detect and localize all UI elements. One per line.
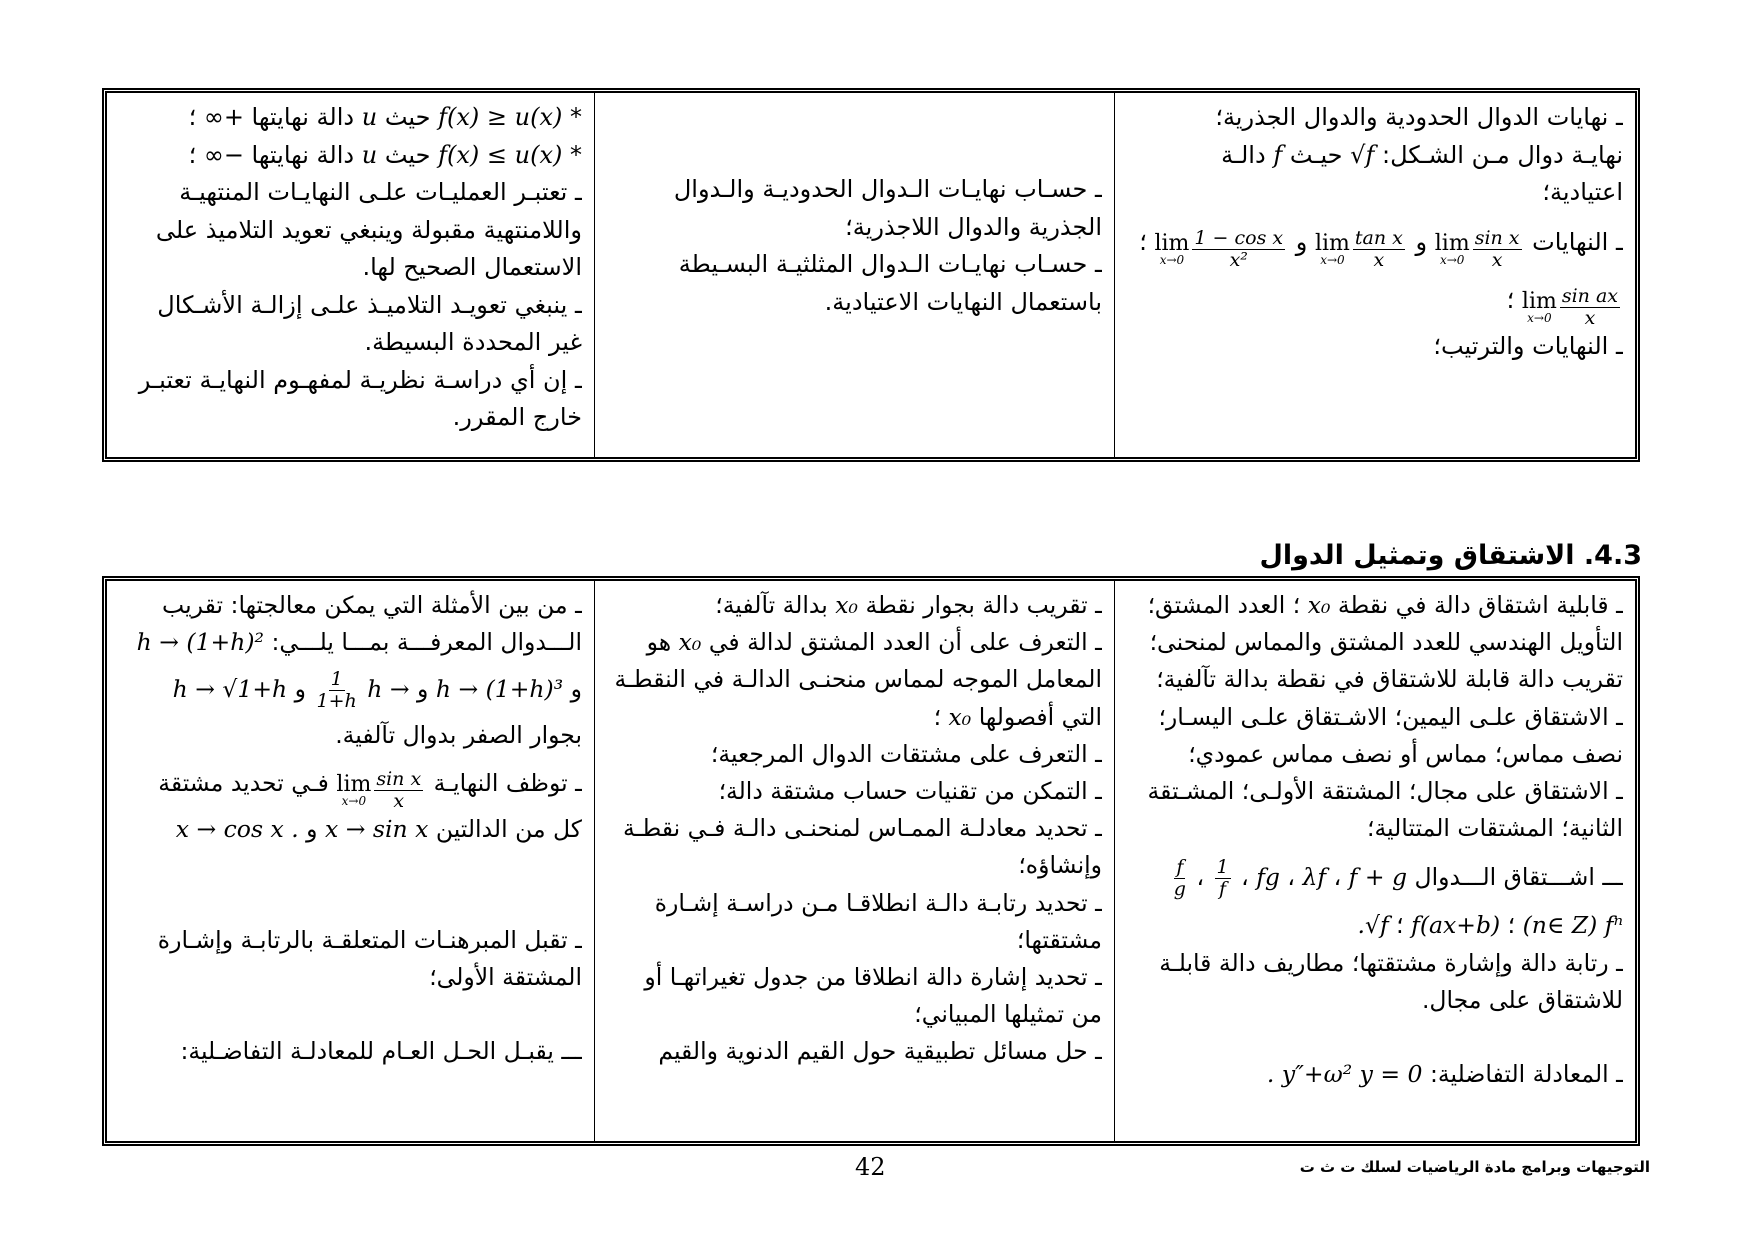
text-line: غير المحددة البسيطة. <box>364 328 582 356</box>
text-fragment: دالـة <box>1221 140 1266 169</box>
text-line: ـ التمكن من تقنيات حساب مشتقة دالة؛ <box>718 777 1102 806</box>
text-line <box>1125 212 1623 272</box>
math-map: h → (1+h)² <box>136 628 264 657</box>
math-sqrt: .√f <box>1357 911 1389 940</box>
text-fragment: و <box>1295 227 1308 256</box>
text-line: ـ قابلية اشتقاق دالة في نقطة x₀ ؛ العدد المشتق؛ <box>1147 591 1623 619</box>
text-line: التأويل الهندسي للعدد المشتق والمماس لمنحنى؛ <box>1149 628 1623 657</box>
text-line: بجوار الصفر بدوال تآلفية. <box>335 721 582 750</box>
text-line: مشتقتها؛ <box>1016 925 1102 954</box>
text-line: ـ حسـاب نهايـات الـدوال المثلثيـة البسـيطة <box>678 250 1102 278</box>
text-line: ـ التعرف على مشتقات الدوال المرجعية؛ <box>710 739 1102 768</box>
math-inverse: $\frac{1}{f}$ <box>1216 856 1229 901</box>
math-map: x → sin x <box>325 814 429 843</box>
text-line: ـ رتابة دالة وإشارة مشتقتها؛ مطاريف دالة قابلـة <box>1159 948 1623 977</box>
text-line: الجذرية والدوال اللاجذرية؛ <box>845 212 1102 241</box>
limit-expression: lim x→0 $\frac{\text{tan x}}{x}$ <box>1314 227 1403 271</box>
text-line: اعتيادية؛ <box>1542 178 1623 206</box>
table1-skills-column <box>595 93 1115 457</box>
text-line: ـــ اشـــتقاق الـــدوال f + g ، λf ، fg ، $\frac{1}{f}$ ، $\frac{f}{g}$ <box>1173 856 1623 901</box>
text-line: ـ الاشتقاق علـى اليمين؛ الاشـتقاق علـى اليسـار؛ <box>1158 702 1623 731</box>
text-line: نصف مماس؛ مماس أو نصف مماس عمودي؛ <box>1188 739 1623 768</box>
text-line: ـ حل مسائل تطبيقية حول القيم الدنوية والقيم <box>658 1037 1102 1066</box>
limit-expression: lim x→0 $\frac{\text{sin ax}}{x}$ <box>1521 285 1618 328</box>
text-line: من تمثيلها المبياني؛ <box>914 1000 1102 1029</box>
text-line: للاشتقاق على مجال. <box>1421 985 1623 1014</box>
text-line: الثانية؛ المشتقات المتتالية؛ <box>1366 814 1623 843</box>
text-line: المعامل الموجه لمماس منحنـى الدالـة في النقطـة <box>614 665 1102 694</box>
table1-content-column <box>1115 93 1635 457</box>
page-number: 42 <box>855 1153 886 1181</box>
math-sum: f + g <box>1348 863 1408 892</box>
math-quotient: $\frac{f}{g}$ <box>1173 856 1186 901</box>
text-line: ـ تحديد رتابـة دالـة انطلاقـا مـن دراسـة إشـارة <box>654 888 1102 917</box>
text-fragment: حيـث <box>1289 140 1343 169</box>
math-composite: f(ax+b) <box>1411 911 1501 940</box>
text-line: التي أفصولها x₀ ؛ <box>933 702 1102 731</box>
math-fraction: $\frac{1}{1+h}$ <box>316 668 357 713</box>
text-line: ـ التعرف على أن العدد المشتق لدالة في x₀ هو <box>646 628 1102 657</box>
math-map: h → (1+h)³ <box>435 675 564 704</box>
text-line: ـ المعادلة التفاضلية: . y″+ω² y = 0 <box>1266 1060 1623 1089</box>
text-fragment: و <box>1415 227 1428 256</box>
math-f: f <box>1273 140 1283 169</box>
footer-text: التوجيهات وبرامج مادة الرياضيات لسلك ت ث ت <box>1299 1158 1650 1176</box>
math-inequality: f(x) ≤ u(x) <box>438 140 563 169</box>
text-fragment: ـ النهايات <box>1532 227 1623 256</box>
text-fragment: ؛ <box>1506 285 1515 314</box>
limit-expression: lim x→0 $\frac{\text{1 − cos x}}{\text{x²}}$ <box>1154 227 1284 271</box>
text-line: * f(x) ≥ u(x) حيث u دالة نهايتها +∞ ؛ <box>188 103 582 131</box>
derivatives-table <box>102 576 1640 1146</box>
text-line: ـ إن أي دراسـة نظريـة لمفهـوم النهايـة تعتبـر <box>138 365 582 394</box>
math-inequality: f(x) ≥ u(x) <box>438 103 563 131</box>
limits-table <box>102 88 1640 462</box>
text-line: ـ تقبل المبرهنـات المتعلقـة بالرتابـة وإشـارة <box>157 925 582 954</box>
text-line: الـــدوال المعرفـــة بمـــا يلـــي: h → (1+h)² <box>136 628 582 657</box>
text-line <box>1125 137 1623 175</box>
math-map: h → <box>367 675 410 704</box>
math-x0: x₀ <box>948 702 972 731</box>
text-line: خارج المقرر. <box>452 403 582 431</box>
text-fragment: نهايـة دوال مـن الشـكل: <box>1382 140 1623 169</box>
math-sqrt-f: √f <box>1350 140 1375 169</box>
math-x0: x₀ <box>835 591 858 619</box>
table2-content-column <box>1115 581 1635 1141</box>
text-line: ـ تحديد معادلـة الممـاس لمنحنـى دالـة فـي نقطـة <box>623 814 1102 843</box>
text-line: و h → (1+h)³ و h → $\frac{1}{1+h}$ و h → √1+h <box>172 668 582 713</box>
math-product: fg <box>1256 863 1280 892</box>
text-line: ـ حسـاب نهايـات الـدوال الحدوديـة والـدوال <box>673 175 1102 203</box>
text-line: * f(x) ≤ u(x) حيث u دالة نهايتها −∞ ؛ <box>188 140 582 169</box>
text-line: واللامنتهية مقبولة وينبغي تعويد التلاميذ على <box>155 215 582 244</box>
math-differential-equation: . y″+ω² y = 0 <box>1266 1060 1423 1089</box>
text-line: ـ الاشتقاق على مجال؛ المشتقة الأولـى؛ المشـتقة <box>1147 777 1623 806</box>
text-line: ـ ينبغي تعويـد التلاميـذ علـى إزالـة الأشـكال <box>157 290 582 319</box>
math-x0: x₀ <box>678 628 702 657</box>
text-line: (n∈ Z) fⁿ ؛ f(ax+b) ؛ .√f <box>1357 911 1623 940</box>
text-line: ـ النهايات والترتيب؛ <box>1433 331 1623 360</box>
section-title: 4.3. الاشتقاق وتمثيل الدوال <box>1259 540 1642 571</box>
text-line <box>1125 272 1623 328</box>
limit-expression: lim x→0 $\frac{\text{sin x}}{x}$ <box>1434 227 1520 271</box>
math-map: x → cos x . <box>175 814 299 843</box>
text-line: ـ تحديد إشارة دالة انطلاقا من جدول تغيراتهـا أو <box>644 963 1102 992</box>
text-fragment: ؛ <box>1139 227 1147 256</box>
table2-guidance-column <box>107 581 595 1141</box>
text-line: ـ توظف النهايـة lim x→0 $\frac{\text{sin x}}{x}$ فـي تحديد مشتقة <box>158 768 582 811</box>
text-line: الاستعمال الصحيح لها. <box>362 253 582 281</box>
text-line: باستعمال النهايات الاعتيادية. <box>824 287 1102 316</box>
table2-skills-column <box>595 581 1115 1141</box>
text-line: وإنشاؤه؛ <box>1018 851 1102 880</box>
math-u: u <box>361 140 378 169</box>
math-power: (n∈ Z) fⁿ <box>1522 911 1623 940</box>
math-scalar: λf <box>1302 863 1327 892</box>
text-line: كل من الدالتين x → sin x و x → cos x . <box>175 814 582 843</box>
text-line: ـ نهايات الدوال الحدودية والدوال الجذرية؛ <box>1215 103 1623 131</box>
text-line: ـــ يقبـل الحـل العـام للمعادلـة التفاضـلية: <box>180 1037 582 1066</box>
text-line: تقريب دالة قابلة للاشتقاق في نقطة بدالة تآلفية؛ <box>1156 665 1623 694</box>
table1-guidance-column <box>107 93 595 457</box>
text-line: ـ من بين الأمثلة التي يمكن معالجتها: تقريب <box>162 591 582 619</box>
math-x0: x₀ <box>1307 591 1331 619</box>
limit-expression: lim x→0 $\frac{\text{sin x}}{x}$ <box>336 768 422 811</box>
math-map: h → √1+h <box>172 675 288 704</box>
math-u: u <box>361 103 378 131</box>
text-line: ـ تقريب دالة بجوار نقطة x₀ بدالة تآلفية؛ <box>715 591 1102 619</box>
text-line: المشتقة الأولى؛ <box>429 963 582 992</box>
text-line: ـ تعتبـر العمليـات علـى النهايـات المنتهيـة <box>179 178 582 206</box>
